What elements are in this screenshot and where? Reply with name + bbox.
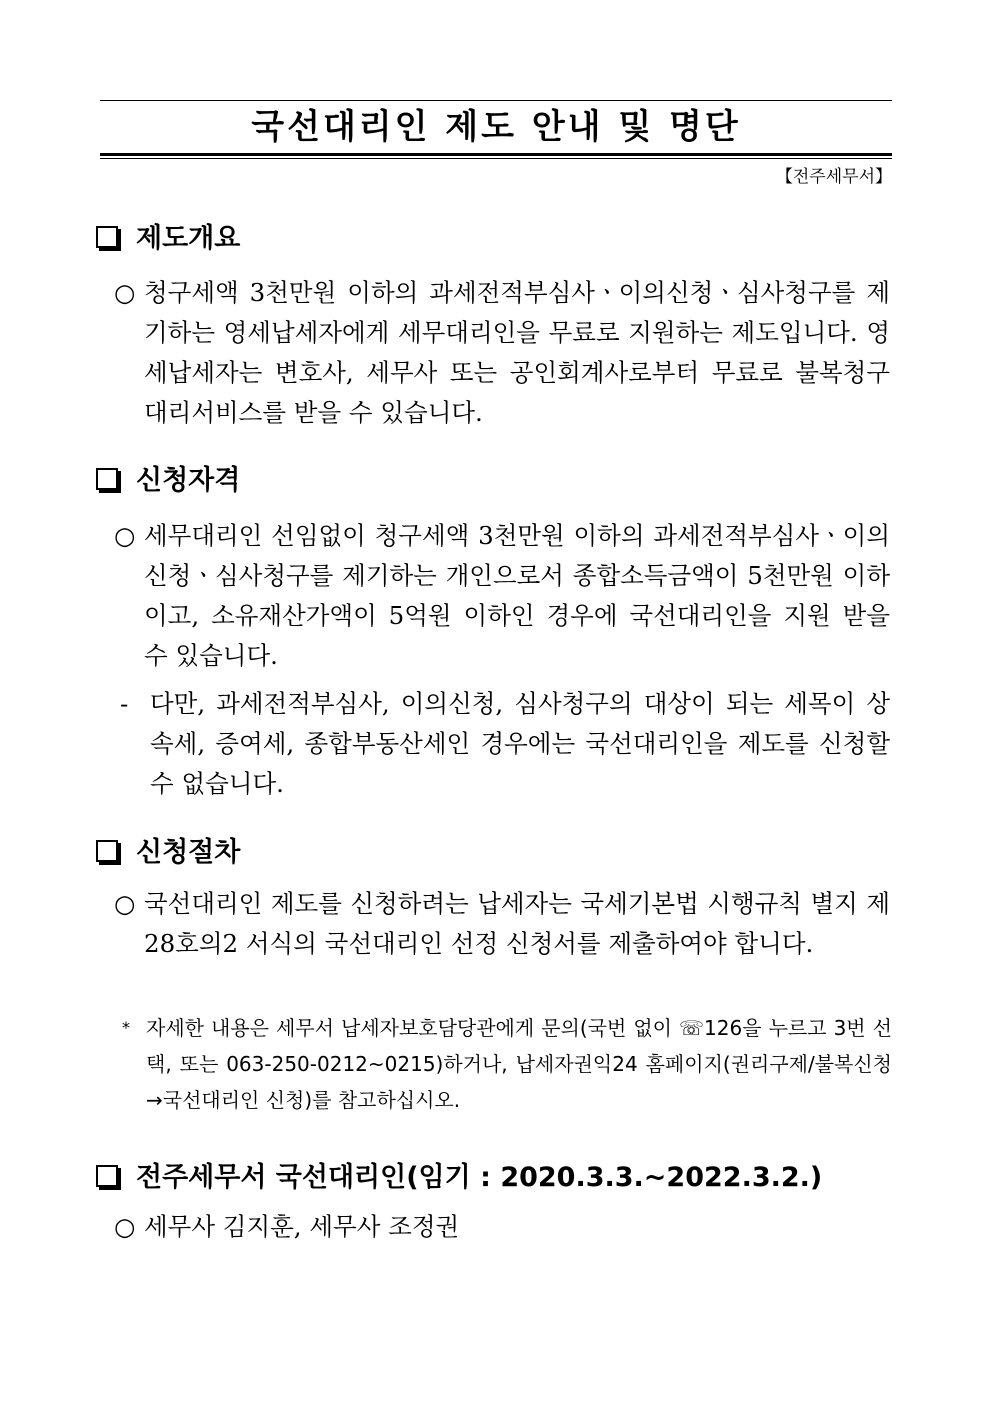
circle-bullet-icon: ○ (114, 889, 136, 918)
checkbox-square-icon (96, 840, 118, 862)
circle-bullet-icon: ○ (114, 1212, 136, 1241)
section-heading-label: 전주세무서 국선대리인(임기 : 2020.3.3.~2022.3.2.) (136, 1162, 823, 1193)
section-heading-overview (96, 216, 240, 255)
section-heading-label: 신청절차 (136, 837, 241, 868)
section-note-contact (122, 1010, 892, 1118)
title-block (100, 100, 892, 159)
section-heading-eligibility (96, 458, 240, 497)
section-subparagraph-exception (120, 684, 890, 804)
title-rule-bottom-thick (100, 153, 892, 156)
subparagraph-text: 다만, 과세전적부심사, 이의신청, 심사청구의 대상이 되는 세목이 상속세, 증여세, 종합부동산세인 경우에는 국선대리인을 제도를 신청할 수 없습니다. (150, 689, 890, 798)
section-heading-procedure (96, 830, 240, 869)
checkbox-square-icon (96, 468, 118, 490)
title-rule-bottom-thin (100, 158, 892, 159)
checkbox-square-icon (96, 226, 118, 248)
paragraph-text: 세무대리인 선임없이 청구세액 3천만원 이하의 과세전적부심사ㆍ이의신청ㆍ심사청구를 제기하는 개인으로서 종합소득금액이 5천만원 이하이고, 소유재산가액이 5억원 이하인 경우에 국선대리인을 지원 받을 수 있습니다. (144, 521, 890, 670)
section-heading-roster (96, 1155, 822, 1194)
paragraph-text: 세무사 김지훈, 세무사 조정권 (144, 1212, 460, 1241)
note-text: 자세한 내용은 세무서 납세자보호담당관에게 문의(국번 없이 ☏126을 누르고 3번 선택, 또는 063-250-0212~0215)하거나, 납세자권익24 홈페이지(권리구제/불복신청→국선대리인 신청)를 참고하십시오. (146, 1016, 892, 1112)
section-paragraph-procedure (114, 884, 890, 964)
circle-bullet-icon: ○ (114, 278, 136, 307)
asterisk-icon: * (122, 1018, 130, 1037)
paragraph-text: 청구세액 3천만원 이하의 과세전적부심사ㆍ이의신청ㆍ심사청구를 제기하는 영세납세자에게 세무대리인을 무료로 지원하는 제도입니다. 영세납세자는 변호사, 세무사 또는 공인회계사로부터 무료로 불복청구 대리서비스를 받을 수 있습니다. (144, 278, 890, 427)
office-tag: 【전주세무서】 (775, 167, 892, 187)
paragraph-text: 국선대리인 제도를 신청하려는 납세자는 국세기본법 시행규칙 별지 제28호의2 서식의 국선대리인 선정 신청서를 제출하여야 합니다. (144, 889, 890, 958)
document-title: 국선대리인 제도 안내 및 명단 (251, 107, 741, 147)
section-paragraph-roster (114, 1207, 890, 1247)
section-heading-label: 신청자격 (136, 465, 241, 496)
section-paragraph-overview (114, 273, 890, 433)
dash-bullet-icon: - (120, 689, 129, 718)
section-paragraph-eligibility (114, 516, 890, 676)
section-heading-label: 제도개요 (136, 223, 241, 254)
checkbox-square-icon (96, 1165, 118, 1187)
circle-bullet-icon: ○ (114, 521, 136, 550)
